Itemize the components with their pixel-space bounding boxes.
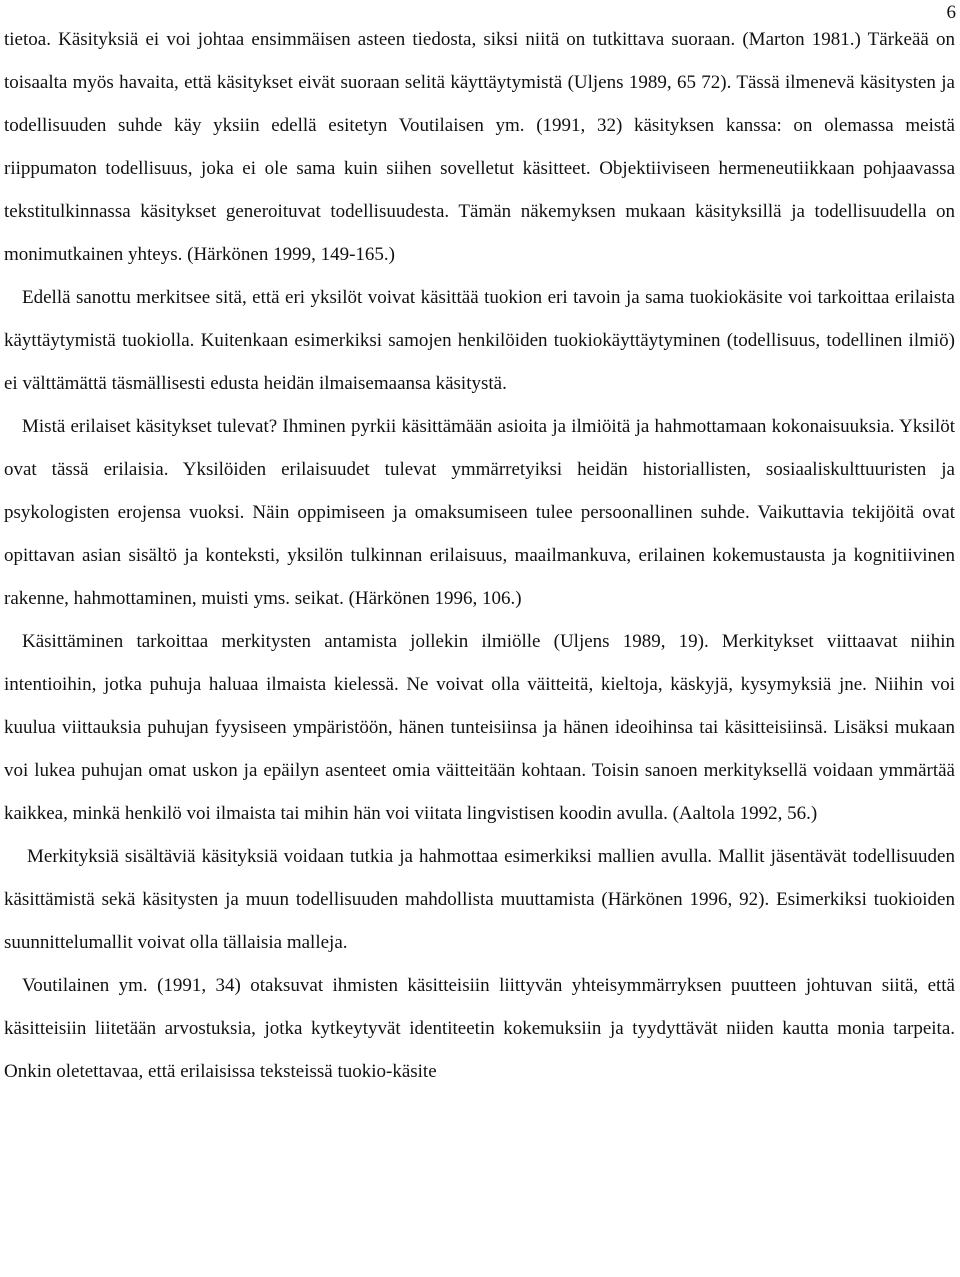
paragraph-4: Käsittäminen tarkoittaa merkitysten antamista jollekin ilmiölle (Uljens 1989, 19). Merkitykset viittaavat niihin intentioihin, jotka puhuja haluaa ilmaista kielessä. Ne voivat olla väitteitä, kieltoja, käskyjä, kysymyksiä jne. Niihin voi kuulua viittauksia puhujan fyysiseen ympäristöön, hänen tunteisiinsa ja hänen ideoihinsa tai käsitteisiinsä. Lisäksi mukaan voi lukea puhujan omat uskon ja epäilyn asenteet omia väitteitään kohtaan. Toisin sanoen merkityksellä voidaan ymmärtää kaikkea, minkä henkilö voi ilmaista tai mihin hän voi viitata lingvistisen koodin avulla. (Aaltola 1992, 56.) [4,631,955,824]
page-number: 6 [946,2,956,23]
paragraph-6: Voutilainen ym. (1991, 34) otaksuvat ihmisten käsitteisiin liittyvän yhteisymmärryksen puutteen johtuvan siitä, että käsitteisiin liitetään arvostuksia, jotka kytkeytyvät identiteetin kokemuksiin ja tyydyttävät niiden kautta monia tarpeita. Onkin oletettavaa, että erilaisissa teksteissä tuokio-käsite [4,975,955,1082]
paragraph-3: Mistä erilaiset käsitykset tulevat? Ihminen pyrkii käsittämään asioita ja ilmiöitä ja hahmottamaan kokonaisuuksia. Yksilöt ovat tässä erilaisia. Yksilöiden erilaisuudet tulevat ymmärretyiksi heidän historiallisten, sosiaaliskulttuuristen ja psykologisten erojensa vuoksi. Näin oppimiseen ja omaksumiseen tulee persoonallinen suhde. Vaikuttavia tekijöitä ovat opittavan asian sisältö ja konteksti, yksilön tulkinnan erilaisuus, maailmankuva, erilainen kokemustausta ja kognitiivinen rakenne, hahmottaminen, muisti yms. seikat. (Härkönen 1996, 106.) [4,416,955,609]
paragraph-5: Merkityksiä sisältäviä käsityksiä voidaan tutkia ja hahmottaa esimerkiksi mallien avulla. Mallit jäsentävät todellisuuden käsittämistä sekä käsitysten ja muun todellisuuden mahdollista muuttamista (Härkönen 1996, 92). Esimerkiksi tuokioiden suunnittelumallit voivat olla tällaisia malleja. [4,846,955,953]
paragraph-2: Edellä sanottu merkitsee sitä, että eri yksilöt voivat käsittää tuokion eri tavoin ja sama tuokiokäsite voi tarkoittaa erilaista käyttäytymistä tuokiolla. Kuitenkaan esimerkiksi samojen henkilöiden tuokiokäyttäytyminen (todellisuus, todellinen ilmiö) ei välttämättä täsmällisesti edusta heidän ilmaisemaansa käsitystä. [4,287,955,394]
paragraph-1: tietoa. Käsityksiä ei voi johtaa ensimmäisen asteen tiedosta, siksi niitä on tutkittava suoraan. (Marton 1981.) Tärkeää on toisaalta myös havaita, että käsitykset eivät suoraan selitä käyttäytymistä (Uljens 1989, 65 72). Tässä ilmenevä käsitysten ja todellisuuden suhde käy yksiin edellä esitetyn Voutilaisen ym. (1991, 32) käsityksen kanssa: on olemassa meistä riippumaton todellisuus, joka ei ole sama kuin siihen sovelletut käsitteet. Objektiiviseen hermeneutiikkaan pohjaavassa tekstitulkinnassa käsitykset generoituvat todellisuudesta. Tämän näkemyksen mukaan käsityksillä ja todellisuudella on monimutkainen yhteys. (Härkönen 1999, 149-165.) [4,29,955,265]
document-body [4,18,955,1093]
